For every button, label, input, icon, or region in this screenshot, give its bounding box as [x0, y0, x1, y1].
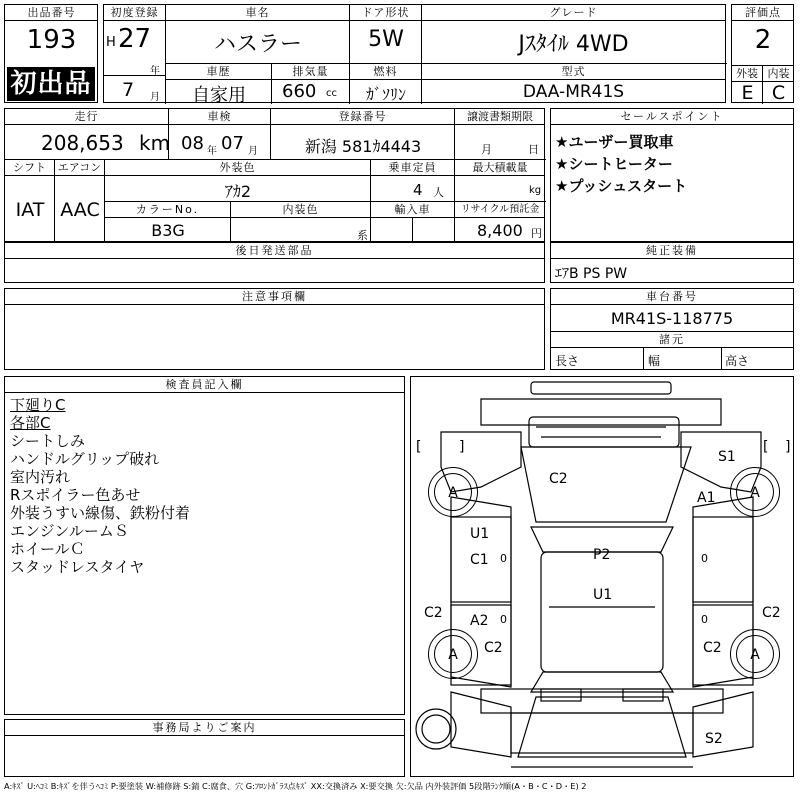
- office-box: [4, 719, 405, 777]
- later-parts-box: [4, 242, 545, 283]
- lot-number: 193: [26, 25, 77, 55]
- grade-label: グレード: [422, 5, 725, 21]
- transfer-month-unit: 月: [481, 143, 492, 156]
- color-value: ｱｶ2: [224, 182, 252, 201]
- bracket-left-2: [: [763, 439, 769, 455]
- inspector-box: [4, 376, 405, 715]
- mark-side-left: C2: [424, 605, 443, 621]
- capacity-value: 4: [413, 181, 423, 199]
- header-block: [4, 4, 794, 106]
- capacity-unit: 人: [433, 186, 444, 199]
- recycle-value: 8,400: [477, 221, 523, 240]
- model-label: 型式: [422, 64, 725, 80]
- remark-4: ハンドルグリップ破れ: [10, 450, 160, 468]
- header-grid: [103, 4, 726, 106]
- displacement-label: 排気量: [272, 64, 350, 80]
- recycle-label: リサイクル預託金: [455, 202, 545, 218]
- mark-hood: C2: [549, 471, 568, 487]
- mark-side-right: C2: [762, 605, 781, 621]
- int-color-label: 内装色: [231, 202, 371, 218]
- model-value: DAA-MR41S: [522, 82, 625, 102]
- tire-rear-right-inner: A: [736, 635, 774, 673]
- fuel-label: 燃料: [350, 64, 422, 80]
- grade-value: Jｽﾀｲﾙ 4WD: [518, 32, 629, 57]
- ac-label: エアコン: [55, 160, 105, 176]
- load-label: 最大積載量: [455, 160, 545, 176]
- score-label: 評価点: [732, 5, 794, 21]
- mark-rear-left: C2: [484, 640, 503, 656]
- mileage-value: 208,653: [41, 131, 124, 155]
- ac-value: AAC: [60, 199, 100, 221]
- chassis-value: MR41S-118775: [610, 309, 734, 328]
- mark-door-fl-c: C1: [470, 552, 489, 568]
- width-label: 幅: [648, 354, 661, 368]
- length-label: 長さ: [555, 354, 580, 368]
- inspection-year: 08: [181, 133, 204, 154]
- inspection-month: 07: [221, 133, 244, 154]
- car-name: ハスラー: [213, 32, 302, 57]
- bracket-right-2: ]: [785, 439, 791, 455]
- color-no-value: B3G: [151, 221, 185, 240]
- sales-point-1: ★ユーザー買取車: [555, 133, 674, 151]
- displacement-value: 660: [282, 81, 317, 102]
- mark-fender-right: S1: [718, 449, 736, 465]
- mark-rear-bumper: S2: [705, 731, 723, 747]
- history-label: 車歴: [166, 64, 272, 80]
- mark-zero-fl: 0: [500, 552, 507, 565]
- inspection-label: 車検: [169, 109, 271, 125]
- sales-point-3: ★プッシュスタート: [555, 177, 688, 195]
- exterior-label: 外装: [732, 66, 763, 82]
- reg-era: H: [106, 35, 116, 50]
- tire-rear-left-inner: A: [434, 635, 472, 673]
- notes-box: [4, 288, 545, 370]
- remark-10: スタッドレスタイヤ: [10, 558, 145, 576]
- plate-value: 新潟 581ｶ4443: [304, 137, 422, 156]
- mark-zero-rl: 0: [500, 613, 507, 626]
- score-box: [731, 4, 794, 103]
- inspection-month-unit: 月: [248, 146, 258, 157]
- remark-1: 下廻りC: [10, 396, 66, 414]
- sales-point-2: ★シートヒーター: [555, 155, 673, 173]
- tire-front-left-inner: A: [434, 473, 472, 511]
- remark-3: シートしみ: [10, 432, 86, 450]
- recycle-unit: 円: [531, 227, 542, 240]
- car-diagram: [410, 376, 794, 777]
- reg-month: 7: [122, 79, 135, 101]
- remark-8: エンジンルームＳ: [10, 522, 129, 540]
- notes-label: 注意事項欄: [5, 289, 544, 305]
- shift-value: IAT: [15, 199, 45, 221]
- office-label: 事務局よりご案内: [5, 720, 404, 736]
- first-listing-badge: 初出品: [7, 67, 95, 101]
- mileage-unit: km: [139, 131, 171, 155]
- mileage-label: 走行: [5, 109, 169, 125]
- equipment-box: [550, 242, 794, 283]
- color-label: 外装色: [105, 160, 371, 176]
- lot-label: 出品番号: [5, 5, 98, 21]
- spec-label: 諸元: [551, 332, 793, 348]
- inspector-label: 検査員記入欄: [5, 377, 404, 393]
- reg-year: 27: [118, 24, 152, 54]
- car-name-label: 車名: [166, 5, 350, 21]
- door-value: 5W: [368, 27, 404, 52]
- sales-point-box: [550, 108, 794, 242]
- mark-door-rl: A2: [470, 613, 489, 629]
- bracket-left-1: [: [416, 439, 422, 455]
- transfer-label: 譲渡書類期限: [455, 109, 545, 125]
- score-value: 2: [754, 25, 772, 55]
- color-no-label: カラーNo.: [105, 202, 231, 218]
- history-value: 自家用: [192, 85, 246, 106]
- mark-front-right: A1: [697, 490, 716, 506]
- chassis-label: 車台番号: [551, 289, 793, 305]
- remark-7: 外装うすい線傷、鉄粉付着: [10, 504, 191, 522]
- bracket-right-1: ]: [459, 439, 465, 455]
- fuel-value: ｶﾞｿﾘﾝ: [365, 85, 406, 104]
- mark-roof: P2: [593, 547, 611, 563]
- int-color-unit: 系: [357, 229, 368, 242]
- reg-label: 初度登録: [104, 5, 166, 21]
- later-parts-label: 後日発送部品: [5, 243, 544, 259]
- height-label: 高さ: [725, 354, 750, 368]
- import-label: 輸入車: [371, 202, 455, 218]
- mark-rear-right: C2: [703, 640, 722, 656]
- car-outline-svg: [411, 377, 793, 776]
- reg-year-unit: 年: [150, 66, 160, 77]
- remark-2: 各部C: [10, 414, 51, 432]
- mark-door-fl-u: U1: [470, 526, 490, 542]
- shift-label: シフト: [5, 160, 55, 176]
- reg-month-unit: 月: [150, 92, 160, 103]
- equipment-label: 純正装備: [551, 243, 793, 259]
- remark-5: 室内汚れ: [10, 468, 71, 486]
- detail-grid: [4, 108, 545, 242]
- remark-9: ホイールＣ: [10, 540, 85, 558]
- inspection-year-unit: 年: [207, 146, 217, 157]
- remark-6: Rスポイラー色あせ: [10, 486, 141, 504]
- interior-value: C: [771, 82, 786, 104]
- plate-label: 登録番号: [271, 109, 455, 125]
- door-label: ドア形状: [350, 5, 422, 21]
- legend: A:ｷｽﾞ U:ﾍｺﾐ B:ｷｽﾞを伴うﾍｺﾐ P:要塗装 W:補修跡 S:錆 C:腐食、穴 G:ﾌﾛﾝﾄｶﾞﾗｽ点ｷｽﾞ XX:交換済み X:要交換 欠:欠品 内外装評価 5段階ﾗﾝｸ順(A・B・C・D・E) 2: [4, 781, 587, 791]
- mark-zero-fr: 0: [701, 552, 708, 565]
- displacement-unit: cc: [326, 88, 337, 99]
- interior-label: 内装: [763, 66, 794, 82]
- transfer-day-unit: 日: [528, 143, 539, 156]
- sales-point-label: セールスポイント: [551, 109, 793, 125]
- chassis-box: [550, 288, 794, 370]
- load-unit: kg: [529, 185, 542, 196]
- equipment-value: ｴｱB PS PW: [555, 266, 628, 282]
- tire-front-right-inner: A: [736, 473, 774, 511]
- mark-roof-2: U1: [593, 587, 613, 603]
- mark-zero-rr: 0: [701, 613, 708, 626]
- lot-box: [4, 4, 98, 103]
- exterior-value: E: [741, 82, 754, 104]
- capacity-label: 乗車定員: [371, 160, 455, 176]
